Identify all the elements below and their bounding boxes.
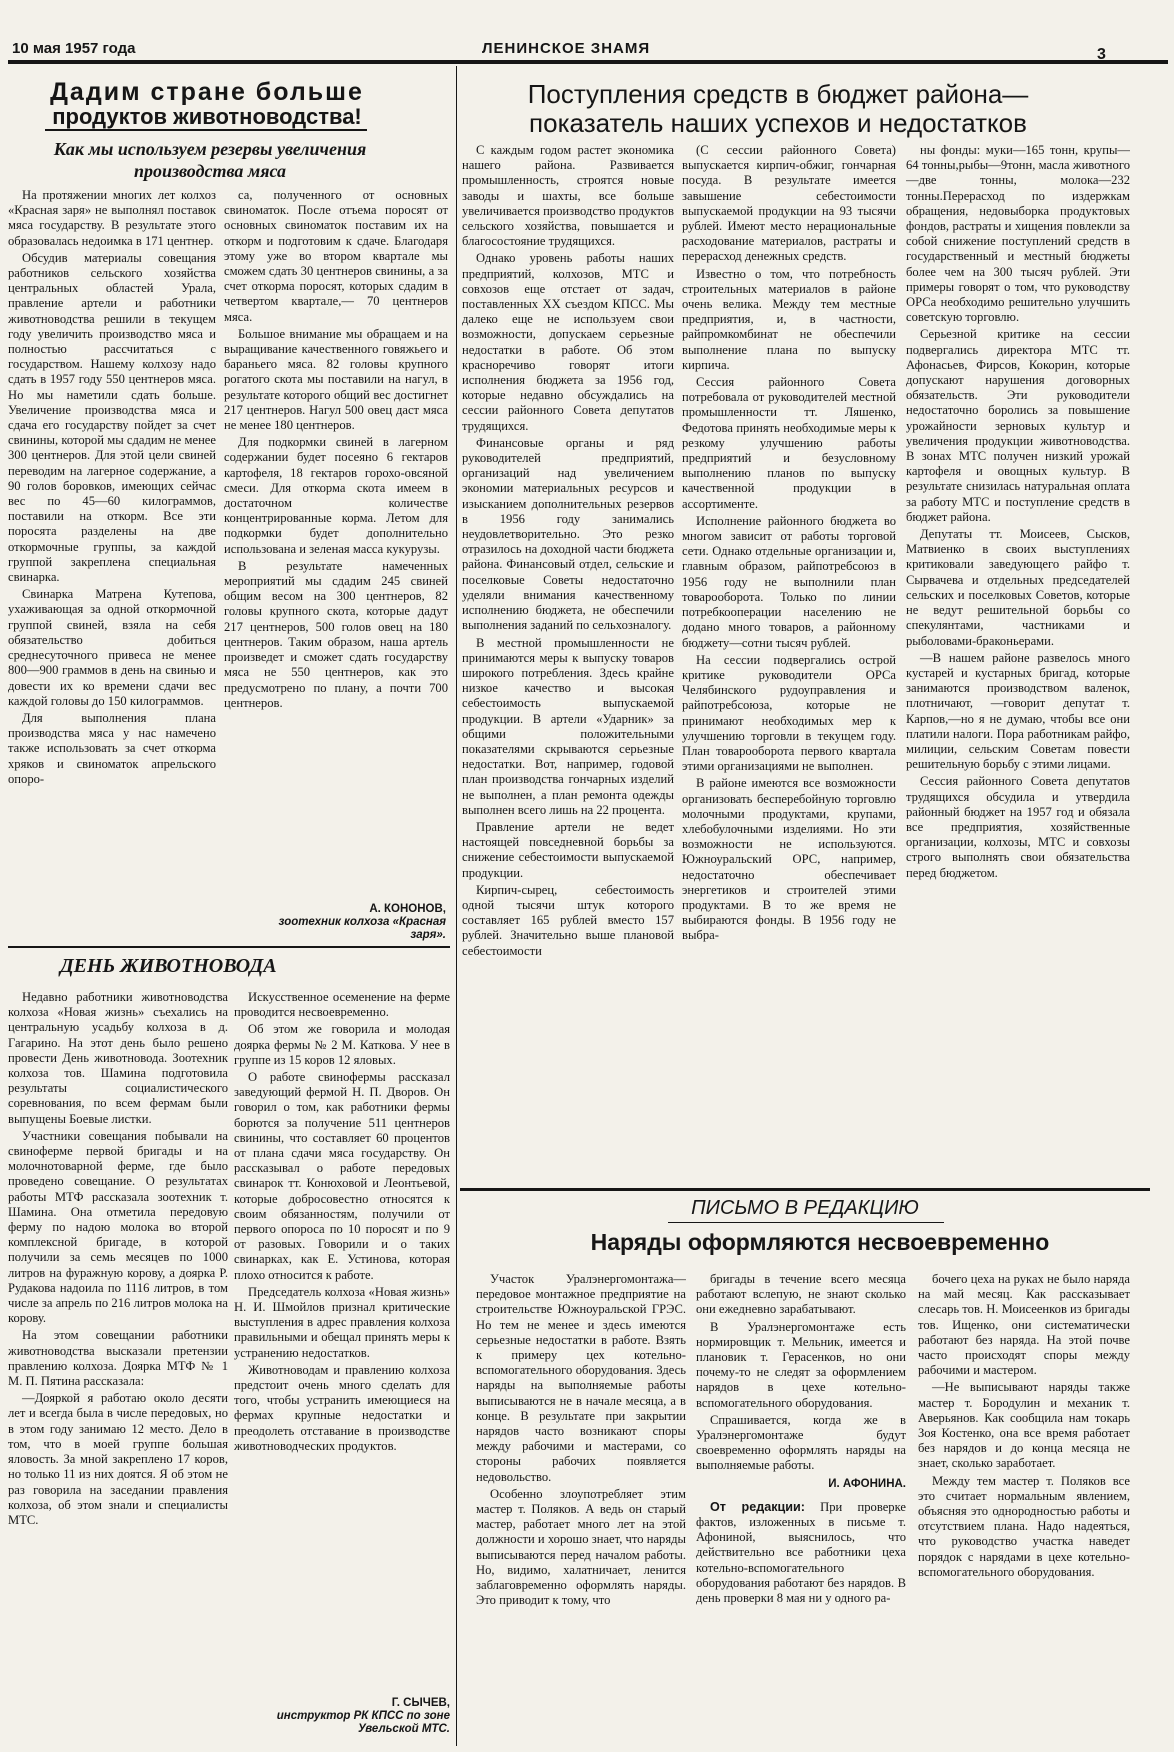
paragraph: Недавно работники животноводства колхоза «Новая жизнь» съехались на центральную усадьбу колхоза в д. Гагарино. На этот день было решено провести День животновода. Зоотехник колхоза тов. Шамина подготовила результаты социалистического соревнования, по всем фермам были выпущены Боевые листки.	[8, 990, 228, 1126]
paragraph: Однако уровень работы наших предприятий, колхозов, МТС и совхозов еще отстает от задач, поставленных XX съездом КПСС. Мы далеко еще не используем свои возможности, допускаем серьезные недостатки в работе. Об этом красноречиво говорят итоги исполнения бюджета за 1956 год, которые недавно обсуждались на сессии районного Совета депутатов трудящихся.	[462, 251, 674, 433]
signature-rank: зоотехник колхоза «Красная заря».	[278, 916, 446, 941]
section-divider	[460, 1188, 1150, 1191]
paragraph: На протяжении многих лет колхоз «Красная заря» не выполнял поставок мяса государству. В результате этого образовалась недоимка в 171 центнер.	[8, 188, 216, 248]
editorial-label: От редакции:	[710, 1499, 805, 1514]
letter-signature: И. АФОНИНА.	[828, 1477, 906, 1490]
main-headline-line2: продуктов животноводства!	[52, 104, 362, 129]
budget-article-column-2	[682, 143, 896, 1183]
paragraph: Между тем мастер т. Поляков все это считает нормальным явлением, объясняя это однородностью работы и отсутствием плана. Надо надеяться, что руководство участка наведет порядок с нарядами в цехе котельно-вспомогательного оборудования.	[918, 1473, 1130, 1579]
paragraph: Животноводам и правлению колхоза предстоит очень много сделать для того, чтобы устранить имеющиеся на фермах крупные недостатки и преодолеть отставание в производстве животноводческих продуктов.	[234, 1362, 450, 1453]
budget-article-headline: Поступления средств в бюджет района— показатель наших успехов и недостатков	[527, 79, 1029, 138]
day-article-column-2	[234, 990, 450, 1590]
paragraph: ны фонды: муки—165 тонн, крупы—64 тонны,рыбы—9тонн, масла животного—две тонны, молока—232 тонны.Перерасход по издержкам обращения, недовыборка продуктовых фондов, растраты и хищения повлекли за собой снижение поступлений средств в государственный и местный бюджеты более чем на 300 тысяч рублей. Эти примеры говорят о том, что руководству ОРСа необходимо решительно улучшить советскую торговлю.	[906, 143, 1130, 325]
paragraph: Большое внимание мы обращаем и на выращивание качественного говяжьего и бараньего мяса. 82 головы крупного рогатого скота мы поставили на нагул, в результате которого общий вес достигнет 217 центнеров. Нагул 500 овец даст мяса не менее 180 центнеров.	[224, 326, 448, 433]
column-separator	[456, 66, 457, 1746]
issue-date: 10 мая 1957 года	[12, 40, 136, 57]
newspaper-title: ЛЕНИНСКОЕ ЗНАМЯ	[482, 40, 651, 57]
paragraph: На этом совещании работники животноводства высказали претензии правлению колхоза. Доярка МТФ № 1 М. П. Пятина рассказала:	[8, 1328, 228, 1389]
paragraph: —Не выписывают наряды также мастер т. Бородулин и механик т. Аверьянов. Как сообщила нам токарь Зоя Костенко, она все время работает без нарядов и до конца месяца не знает, сколько заработает.	[918, 1380, 1130, 1471]
paragraph: Спрашивается, когда же в Уралэнергомонтаже будут своевременно оформлять наряды на выполняемые работы.	[696, 1412, 906, 1473]
paragraph: Свинарка Матрена Кутепова, ухаживающая за одной откормочной группой свиней, взяла на себя обязательство добиться среднесуточного привеса не менее 800—900 граммов в день на свинью и довести их ко времени сдачи вес каждой головы до 150 килограммов.	[8, 587, 216, 708]
meat-article-column-1	[8, 188, 216, 928]
headline-underline	[45, 129, 367, 131]
paragraph: Председатель колхоза «Новая жизнь» Н. И. Шмойлов признал критические выступления в адрес правления колхоза правильными и обещал принять меры к устранению недостатков.	[234, 1284, 450, 1360]
paragraph: са, полученного от основных свиноматок. После отъема поросят от основных свиноматок поставим их на откорм и подготовим к сдаче. Благодаря этому уже во втором квартале мы сможем сдать 30 центнеров свинины, а за счет откорма поросят, которых сдадим в четвертом квартале,— 70 центнеров мяса.	[224, 188, 448, 324]
paragraph: Участники совещания побывали на свиноферме первой бригады и на молочнотоварной ферме, где было проведено совещание. О результатах работы МТФ рассказала зоотехник т. Шамина. Она отметила передовую ферму по надою молока во второй комплексной бригаде, в которой получили за семь месяцев по 1000 литров на фуражную корову, а доярка Р. Рудакова надоила по 1116 литров, в том числе за апрель по 216 литров молока на корову.	[8, 1128, 228, 1326]
paragraph: —Дояркой я работаю около десяти лет и всегда была в числе передовых, но в этом году занимаю 12 место. Дело в том, что в моей группе большая яловость. За мной закреплено 17 коров, но только 11 из них доятся. Я об этом не раз говорила на заседании правления колхоза, об этом знали и специалисты МТС.	[8, 1391, 228, 1527]
letter-column-1	[476, 1272, 686, 1746]
paragraph: Об этом же говорила и молодая доярка фермы № 2 М. Каткова. У нее в группе из 15 коров 12 яловых.	[234, 1022, 450, 1067]
paragraph: В районе имеются все возможности организовать бесперебойную торговлю молочными продуктами, крупами, хлебобулочными изделиями. Но эти возможности не используются. Южноуральский ОРС, например, недостаточно обеспечивает энергетиков и строителей этими продуктами. В то же время не выбираются фонды. В 1956 году не выбра-	[682, 776, 896, 943]
paragraph: (С сессии районного Совета) выпускается кирпич-обжиг, гончарная посуда. В результате имеется завышение себестоимости выпускаемой продукции на 93 тысячи рублей. Имеют место нерациональные расходование материалов, растраты и перерасход денежных средств.	[682, 143, 896, 264]
meat-article-subhead: Как мы используем резервы увеличения производства мяса	[53, 139, 367, 181]
signature-name: А. КОНОНОВ,	[369, 903, 446, 915]
paragraph: бригады в течение всего месяца работают вслепую, не знают сколько они ежедневно зарабатывают.	[696, 1272, 906, 1317]
letter-column-2	[696, 1272, 906, 1746]
paragraph: Депутаты тт. Моисеев, Сысков, Матвиенко в своих выступлениях критиковали заведующего райфо т. Сырвачева и отдельных председателей сельских и поселковых Советов, которые не ведут решительной борьбы со спекулянтами, частниками и рыболовами-браконьерами.	[906, 527, 1130, 648]
paragraph: Особенно злоупотребляет этим мастер т. Поляков. А ведь он старый мастер, работает много лет на этой должности и хорошо знает, что наряды выписываются перед началом работы. Но, видимо, халатничает, ленится заблаговременно оформлять наряды. Это приводит к тому, что	[476, 1486, 686, 1608]
editorial-note	[696, 1500, 906, 1606]
letter-column-3	[918, 1272, 1130, 1746]
paragraph: На сессии подвергались острой критике руководители ОРСа Челябинского рудоуправления и райпотребсоюза, которые не принимают необходимых мер к улучшению торговли в текущем году. План товарооборота первого квартала этими организациями не выполнен.	[682, 652, 896, 774]
paragraph: Обсудив материалы совещания работников сельского хозяйства центральных областей Урала, правление артели и работники животноводства решили в текущем году увеличить производство мяса и полностью рассчитаться с государством. Нашему колхозу надо сдать в 1957 году 550 центнеров мяса. Но мы наметили сдать больше. Увеличение производства мяса и сдача его государству пойдет за счет свинины, которой мы сдадим не менее 300 центнеров. Для этой цели свиней переводим на лагерное содержание, а 90 голов боровков, имеющих сейчас вес по 45—60 килограммов, поставили на откорм. Все эти поросята разделены на две откормочные группы, за каждой группой закреплена специальная свинарка.	[8, 250, 216, 585]
paragraph: Известно о том, что потребность строительных материалов в районе очень велика. Между тем местные предприятия, и, в частности, райпромкомбинат не обеспечили выполнение плана по выпуску кирпича.	[682, 266, 896, 372]
paragraph: Сессия районного Совета потребовала от руководителей местной промышленности тт. Ляшенко, Федотова принять необходимые меры к резкому улучшению работы предприятий и безусловному выполнению планов по выпуску качественной продукции в ассортименте.	[682, 375, 896, 511]
paragraph: В местной промышленности не принимаются меры к выпуску товаров широкого потребления. Здесь крайне низкое качество и высокая себестоимость выпускаемой продукции. В артели «Ударник» за общими положительными показателями скрываются серьезные недостатки. Вот, например, годовой план производства гончарных изделий не выполнен, а план ремонта одежды выполнен всего лишь на 22 процента.	[462, 635, 674, 817]
paragraph: В Уралэнергомонтаже есть нормировщик т. Мельник, имеется и плановик т. Герасенков, но они почему-то не следят за оформлением нарядов в цехе котельно-вспомогательного оборудования.	[696, 1319, 906, 1410]
editorial-text: При проверке фактов, изложенных в письме т. Афониной, выяснилось, что действительно все работники цеха котельно-вспомогательного оборудования работают без нарядов. В день проверки 8 мая ни у одного ра-	[696, 1499, 906, 1606]
paragraph: бочего цеха на руках не было наряда на май месяц. Как рассказывает слесарь тов. Н. Моисеенков из бригады тов. Ищенко, они систематически работают без наряда. На этой почве часто происходят споры между рабочими и мастером.	[918, 1272, 1130, 1378]
paragraph: В результате намеченных мероприятий мы сдадим 245 свиней общим весом на 300 центнеров, 82 головы крупного скота, которые дадут 217 центнеров, 500 голов овец на 180 центнеров. Таким образом, наша артель произведет и сможет сдать государству мяса не 550 центнеров, как это предусмотрено по плану, а почти 700 центнеров.	[224, 558, 448, 710]
letter-rubric: ПИСЬМО В РЕДАКЦИЮ	[691, 1197, 919, 1219]
paragraph: Искусственное осеменение на ферме проводится несвоевременно.	[234, 990, 450, 1020]
budget-article-column-1	[462, 143, 674, 1183]
masthead-rule	[8, 60, 1168, 64]
paragraph: С каждым годом растет экономика нашего района. Развивается промышленность, строятся новые заводы и шахты, все больше увеличивается производство продуктов сельского хозяйства, повышается и благосостояние трудящихся.	[462, 143, 674, 249]
main-headline-line1: Дадим стране больше	[50, 78, 364, 106]
day-article-signature	[252, 1697, 450, 1736]
section-divider	[8, 946, 450, 948]
page-number: 3	[1097, 46, 1106, 63]
meat-article-signature	[250, 903, 446, 942]
day-article-column-1	[8, 990, 228, 1745]
paragraph: Серьезной критике на сессии подвергались директора МТС тт. Афонасьев, Фирсов, Кокорин, которые допускают нарушения договорных обязательств. Эти руководители недостаточно боролись за повышение урожайности зерновых культур и увеличения продукции животноводства. В зонах МТС получен низкий урожай картофеля и овощных культур. В результате снизилась натуральная оплата за работу МТС и поступление средств в бюджет района.	[906, 327, 1130, 524]
paragraph: Для выполнения плана производства мяса у нас намечено также использовать за счет откорма хряков и свиноматок апрельского опоро-	[8, 710, 216, 786]
paragraph: Правление артели не ведет настоящей повседневной борьбы за снижение себестоимости выпускаемой продукции.	[462, 819, 674, 880]
meat-article-column-2	[224, 188, 448, 900]
budget-article-column-3	[906, 143, 1130, 1183]
signature-rank: инструктор РК КПСС по зоне Увельской МТС.	[276, 1710, 450, 1735]
paragraph: Исполнение районного бюджета во многом зависит от работы торговой сети. Однако отдельные организации и, главным образом, райпотребсоюз в 1956 году не выполнили план товарооборота. Только по линии потребкооперации населению не додано много товаров, а районному бюджету—сотни тысяч рублей.	[682, 513, 896, 650]
paragraph: О работе свинофермы рассказал заведующий фермой Н. П. Дворов. Он говорил о том, как работники фермы борются за получение 511 центнеров свинины, что составляет 60 процентов от плана сдачи мяса государству. Он рассказывал о работе передовых свинарок тт. Конюховой и Леонтьевой, которые добросовестно относятся к своим обязанностям, получили от первого опороса по 10 поросят и по 9 от разовых. Говорили и о таких свинарках, как Е. Устинова, которая плохо относится к работе.	[234, 1070, 450, 1282]
paragraph: —В нашем районе развелось много кустарей и кустарных бригад, которые занимаются производством валенок, плотничают, —говорит депутат т. Карпов,—но я не думаю, чтобы все они платили налоги. Пора работникам райфо, милиции, сельским Советам повести решительную борьбу с этими лицами.	[906, 650, 1130, 772]
letter-title: Наряды оформляются несвоевременно	[590, 1229, 1050, 1255]
paragraph: Участок Уралэнергомонтажа—передовое монтажное предприятие на строительстве Южноуральской ГРЭС. Но тем не менее и здесь имеются серьезные недостатки в работе. Взять к примеру цех котельно-вспомогательного оборудования. Здесь наряды на выполняемые работы выписываются не в начале месяца, а в конце. В результате при закрытии нарядов часто возникают споры между рабочими и мастерами, со стороны рабочих появляется недовольство.	[476, 1272, 686, 1484]
paragraph: Финансовые органы и ряд руководителей предприятий, организаций над увеличением экономии материальных ресурсов и изысканием дополнительных резервов в 1956 году занимались неудовлетворительно. Это резко отразилось на доходной части бюджета района. Финансовый отдел, сельские и поселковые Советы недостаточно уделяли внимания качественному исполнению бюджета, не обеспечили выполнения заданий по сельхозналогу.	[462, 435, 674, 633]
day-article-heading: ДЕНЬ ЖИВОТНОВОДА	[60, 955, 277, 977]
paragraph: Сессия районного Совета депутатов трудящихся обсудила и утвердила районный бюджет на 1957 год и обязала все предприятия, хозяйственные организации, колхозы, МТС и совхозы строго выполнять свои обязательства перед бюджетом.	[906, 774, 1130, 880]
rubric-underline	[668, 1222, 944, 1223]
paragraph: Для подкормки свиней в лагерном содержании будет посеяно 6 гектаров картофеля, 18 гектаров горохо-овсяной смеси. Для откорма скота имеем в достаточном количестве концентрированные корма. Летом для подкормки будет дополнительно использована и зеленая масса кукурузы.	[224, 435, 448, 556]
signature-name: Г. СЫЧЕВ,	[391, 1697, 450, 1709]
paragraph: Кирпич-сырец, себестоимость одной тысячи штук которого составляет 165 рублей вместо 157 рублей. Значительно выше плановой себестоимости	[462, 882, 674, 958]
